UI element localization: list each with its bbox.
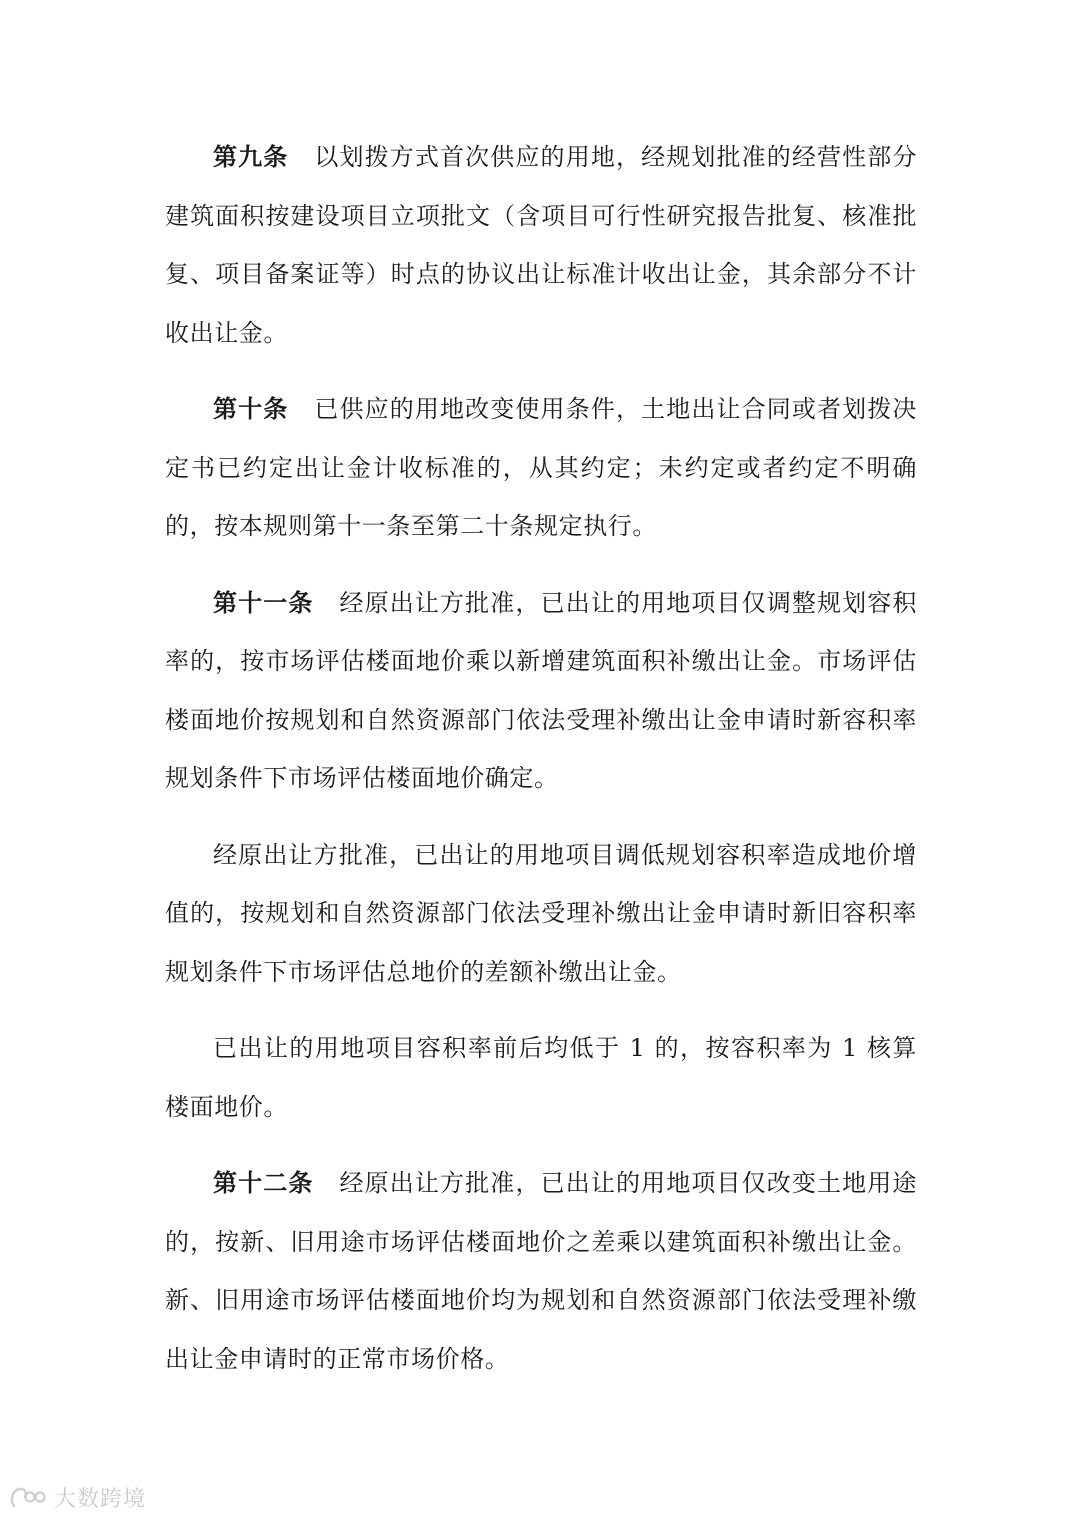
article-10 bbox=[165, 380, 917, 556]
document-body bbox=[165, 128, 917, 1406]
article-title: 第十二条 bbox=[213, 1168, 314, 1197]
article-text: 经原出让方批准，已出让的用地项目调低规划容积率造成地价增值的，按规划和自然资源部门依法受理补缴出让金申请时新旧容积率规划条件下市场评估总地价的差额补缴出让金。 bbox=[165, 840, 917, 986]
brand-logo-icon bbox=[8, 1484, 48, 1512]
article-title: 第九条 bbox=[213, 142, 289, 171]
article-12 bbox=[165, 1154, 917, 1388]
article-11-paragraph-3 bbox=[165, 1019, 917, 1136]
article-text: 已出让的用地项目容积率前后均低于 1 的，按容积率为 1 核算楼面地价。 bbox=[165, 1034, 917, 1121]
article-text: 已供应的用地改变使用条件，土地出让合同或者划拨决定书已约定出让金计收标准的，从其约定；未约定或者约定不明确的，按本规则第十一条至第二十条规定执行。 bbox=[165, 395, 917, 540]
article-text: 以划拨方式首次供应的用地，经规划批准的经营性部分建筑面积按建设项目立项批文（含项目可行性研究报告批复、核准批复、项目备案证等）时点的协议出让标准计收出让金，其余部分不计收出让金。 bbox=[165, 143, 917, 347]
watermark bbox=[8, 1482, 146, 1513]
article-text: 经原出让方批准，已出让的用地项目仅改变土地用途的，按新、旧用途市场评估楼面地价之差乘以建筑面积补缴出让金。新、旧用途市场评估楼面地价均为规划和自然资源部门依法受理补缴出让金申请时的正常市场价格。 bbox=[165, 1169, 917, 1373]
article-9 bbox=[165, 128, 917, 362]
article-title: 第十条 bbox=[213, 394, 289, 423]
article-title: 第十一条 bbox=[213, 587, 314, 617]
article-text: 经原出让方批准，已出让的用地项目仅调整规划容积率的，按市场评估楼面地价乘以新增建筑面积补缴出让金。市场评估楼面地价按规划和自然资源部门依法受理补缴出让金申请时新容积率规划条件下市场评估楼面地价确定。 bbox=[165, 588, 917, 792]
article-11 bbox=[165, 574, 917, 808]
article-11-paragraph-2 bbox=[165, 826, 917, 1002]
watermark-text: 大数跨境 bbox=[54, 1487, 147, 1512]
